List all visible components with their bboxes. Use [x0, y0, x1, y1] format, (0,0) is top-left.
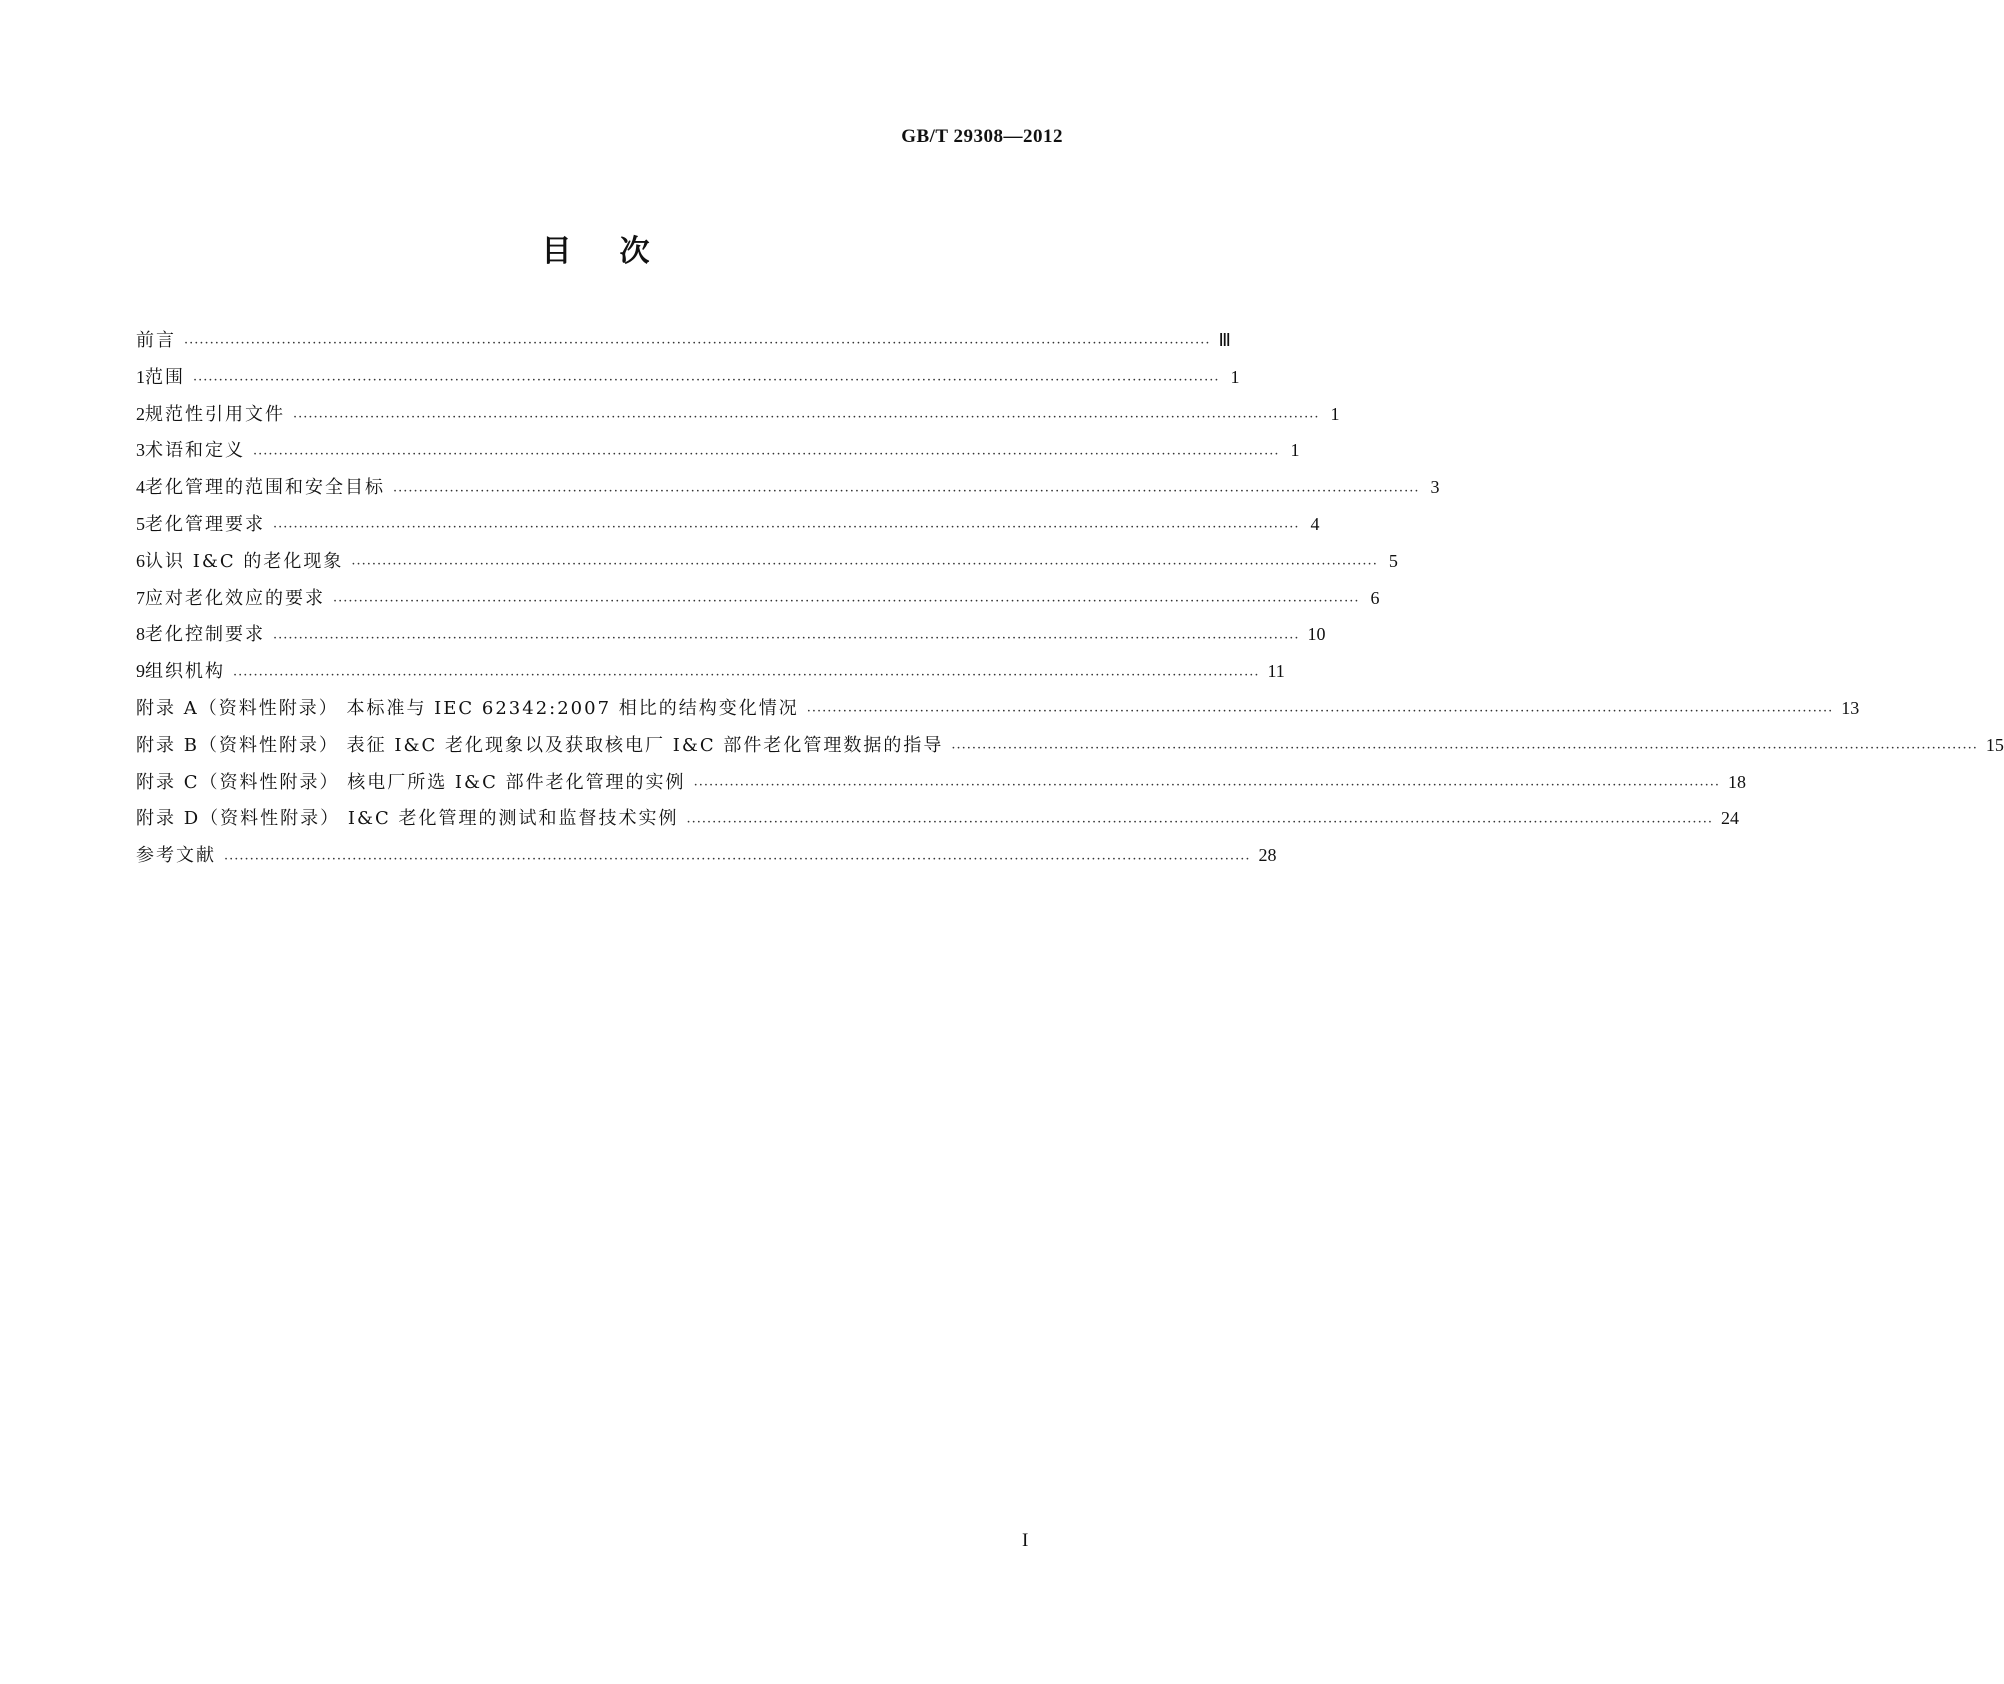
toc-page-number: 13	[1841, 697, 1860, 718]
toc-entry-foreword[interactable]	[136, 326, 1231, 363]
toc-section-number: 6	[136, 550, 145, 571]
toc-section-number: 2	[136, 403, 145, 424]
dot-leader: ········································································································································································································	[351, 557, 1378, 573]
toc-entry-7[interactable]	[136, 584, 1380, 621]
toc-label: 老化控制要求	[145, 624, 265, 646]
toc-section-number: 8	[136, 624, 145, 645]
page-number: I	[1022, 1530, 1029, 1551]
toc-entry-annex-c[interactable]	[136, 768, 1747, 805]
toc-page-number: 28	[1258, 845, 1277, 866]
dot-leader: ········································································································································································································	[233, 667, 1260, 683]
toc-entry-3[interactable]	[136, 436, 1300, 473]
dot-leader: ········································································································································································································	[951, 741, 1978, 757]
toc-page-number: 15	[1985, 734, 2004, 755]
toc-section-number: 4	[136, 477, 145, 498]
toc-entry-6[interactable]	[136, 547, 1398, 584]
toc-label: 组织机构	[145, 661, 225, 683]
page-title: 目次	[541, 234, 698, 269]
dot-leader: ········································································································································································································	[253, 446, 1280, 462]
toc-entry-annex-d[interactable]	[136, 804, 1739, 841]
table-of-contents	[136, 326, 2004, 878]
toc-entry-bibliography[interactable]	[136, 841, 1277, 878]
toc-label: 前言	[136, 330, 176, 351]
standard-number: GB/T 29308—2012	[901, 126, 1063, 147]
toc-page-number: 18	[1728, 771, 1747, 792]
toc-entry-annex-a[interactable]	[136, 694, 1860, 731]
dot-leader: ········································································································································································································	[333, 593, 1360, 609]
toc-page-number: Ⅲ	[1218, 330, 1231, 350]
toc-label: 老化管理的范围和安全目标	[145, 477, 385, 499]
toc-page-number: 11	[1267, 661, 1285, 682]
toc-label: 参考文献	[136, 845, 216, 867]
toc-section-number: 5	[136, 513, 145, 534]
dot-leader: ········································································································································································································	[184, 336, 1211, 352]
toc-page-number: 4	[1310, 513, 1320, 534]
toc-page-number: 24	[1720, 808, 1739, 829]
dot-leader: ········································································································································································································	[293, 409, 1320, 425]
toc-section-number: 9	[136, 661, 145, 682]
dot-leader: ········································································································································································································	[193, 373, 1220, 389]
dot-leader: ········································································································································································································	[224, 851, 1251, 867]
toc-entry-5[interactable]	[136, 510, 1320, 547]
dot-leader: ········································································································································································································	[273, 520, 1300, 536]
toc-section-number: 7	[136, 587, 145, 608]
dot-leader: ········································································································································································································	[393, 483, 1420, 499]
toc-entry-8[interactable]	[136, 620, 1326, 657]
toc-page-number: 5	[1388, 550, 1398, 571]
toc-entry-1[interactable]	[136, 363, 1240, 400]
toc-page-number: 1	[1330, 403, 1340, 424]
toc-page-number: 10	[1307, 624, 1326, 645]
toc-label: 老化管理要求	[145, 513, 265, 535]
dot-leader: ········································································································································································································	[806, 704, 1834, 720]
toc-section-number: 1	[136, 366, 145, 387]
dot-leader: ········································································································································································································	[686, 814, 1713, 830]
toc-label: 术语和定义	[145, 440, 245, 462]
toc-page-number: 1	[1290, 440, 1300, 461]
toc-label: 范围	[145, 366, 185, 388]
toc-label: 附录 D（资料性附录） I&C 老化管理的测试和监督技术实例	[136, 808, 679, 830]
toc-label: 附录 A（资料性附录） 本标准与 IEC 62342:2007 相比的结构变化情况	[136, 697, 799, 719]
toc-label: 应对老化效应的要求	[145, 587, 325, 609]
toc-label: 规范性引用文件	[145, 403, 285, 425]
toc-entry-annex-b[interactable]	[136, 731, 2004, 768]
dot-leader: ········································································································································································································	[273, 630, 1300, 646]
toc-entry-2[interactable]	[136, 400, 1340, 437]
toc-page-number: 1	[1230, 366, 1240, 387]
toc-page-number: 3	[1430, 477, 1440, 498]
dot-leader: ········································································································································································································	[693, 777, 1721, 793]
toc-label: 认识 I&C 的老化现象	[145, 550, 344, 572]
toc-label: 附录 C（资料性附录） 核电厂所选 I&C 部件老化管理的实例	[136, 771, 686, 793]
toc-entry-9[interactable]	[136, 657, 1285, 694]
toc-entry-4[interactable]	[136, 473, 1440, 510]
toc-section-number: 3	[136, 440, 145, 461]
toc-label: 附录 B（资料性附录） 表征 I&C 老化现象以及获取核电厂 I&C 部件老化管理数据的指导	[136, 734, 944, 756]
toc-page-number: 6	[1370, 587, 1380, 608]
